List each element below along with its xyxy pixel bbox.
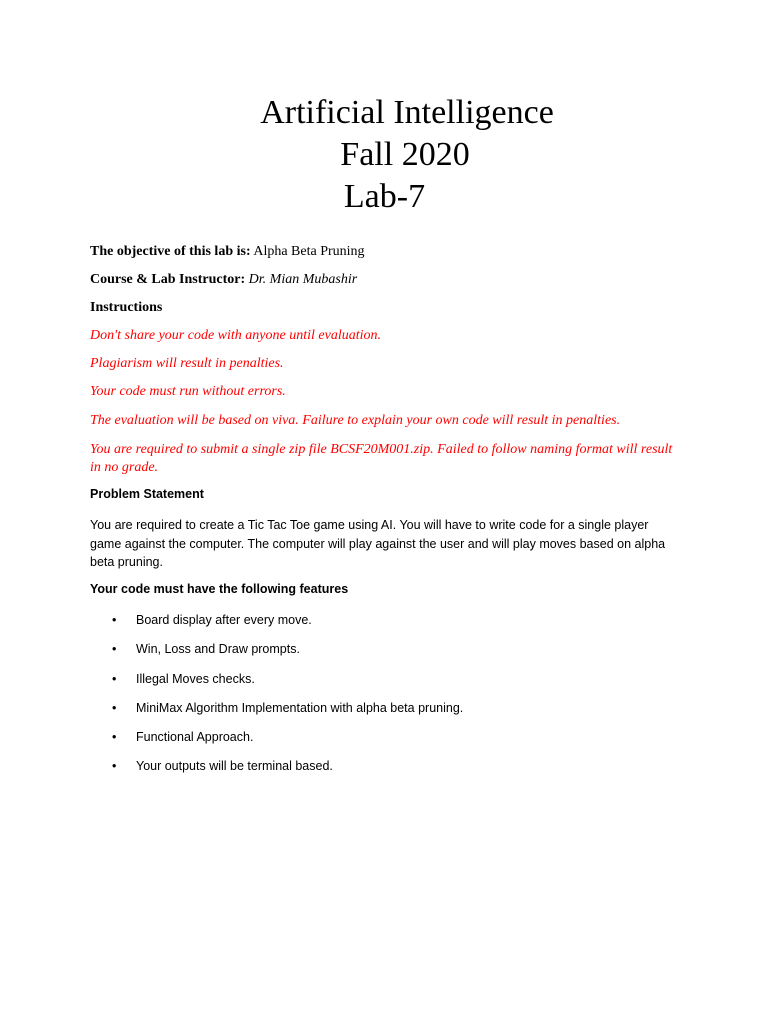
feature-text: Your outputs will be terminal based.	[136, 759, 333, 774]
document-title-block	[0, 92, 768, 218]
objective-line	[90, 244, 680, 260]
list-item	[90, 756, 463, 785]
term-title: Fall 2020	[340, 136, 470, 173]
objective-value: Alpha Beta Pruning	[253, 244, 365, 259]
objective-label: The objective of this lab is:	[90, 244, 251, 259]
course-title: Artificial Intelligence	[260, 94, 554, 131]
bullet-icon: •	[112, 613, 117, 627]
features-list	[90, 610, 463, 786]
bullet-icon: •	[112, 642, 117, 657]
instruction-item: The evaluation will be based on viva. Failure to explain your own code will result in penalties.	[90, 413, 621, 428]
list-item	[90, 610, 463, 639]
instruction-item: Your code must run without errors.	[90, 384, 286, 399]
instructor-value: Dr. Mian Mubashir	[248, 272, 358, 287]
problem-text: You are required to create a Tic Tac Toe game using AI. You will have to write code for a single player game against the computer. The computer will play against the user and will play moves based on alpha beta pruning.	[90, 518, 666, 569]
list-item	[90, 698, 463, 727]
instructor-line	[90, 272, 680, 288]
bullet-icon: •	[112, 700, 117, 715]
lab-title: Lab-7	[343, 178, 426, 215]
instruction-item: You are required to submit a single zip file BCSF20M001.zip. Failed to follow naming format will result in no grade.	[90, 442, 673, 475]
list-item	[90, 669, 463, 698]
feature-text: MiniMax Algorithm Implementation with alpha beta pruning.	[136, 700, 464, 715]
bullet-icon: •	[112, 671, 117, 686]
features-heading: Your code must have the following features	[90, 582, 349, 596]
instructions-heading: Instructions	[90, 300, 163, 315]
bullet-icon: •	[112, 759, 117, 774]
list-item	[90, 639, 463, 668]
feature-text: Illegal Moves checks.	[136, 671, 255, 686]
instructor-label: Course & Lab Instructor:	[90, 272, 246, 287]
feature-text: Win, Loss and Draw prompts.	[136, 642, 300, 657]
instruction-item: Plagiarism will result in penalties.	[90, 356, 284, 371]
instruction-item: Don't share your code with anyone until evaluation.	[90, 328, 381, 343]
feature-text: Functional Approach.	[136, 730, 254, 745]
bullet-icon: •	[112, 730, 117, 745]
list-item	[90, 727, 463, 756]
problem-heading: Problem Statement	[90, 487, 204, 501]
feature-text: Board display after every move.	[136, 613, 312, 627]
